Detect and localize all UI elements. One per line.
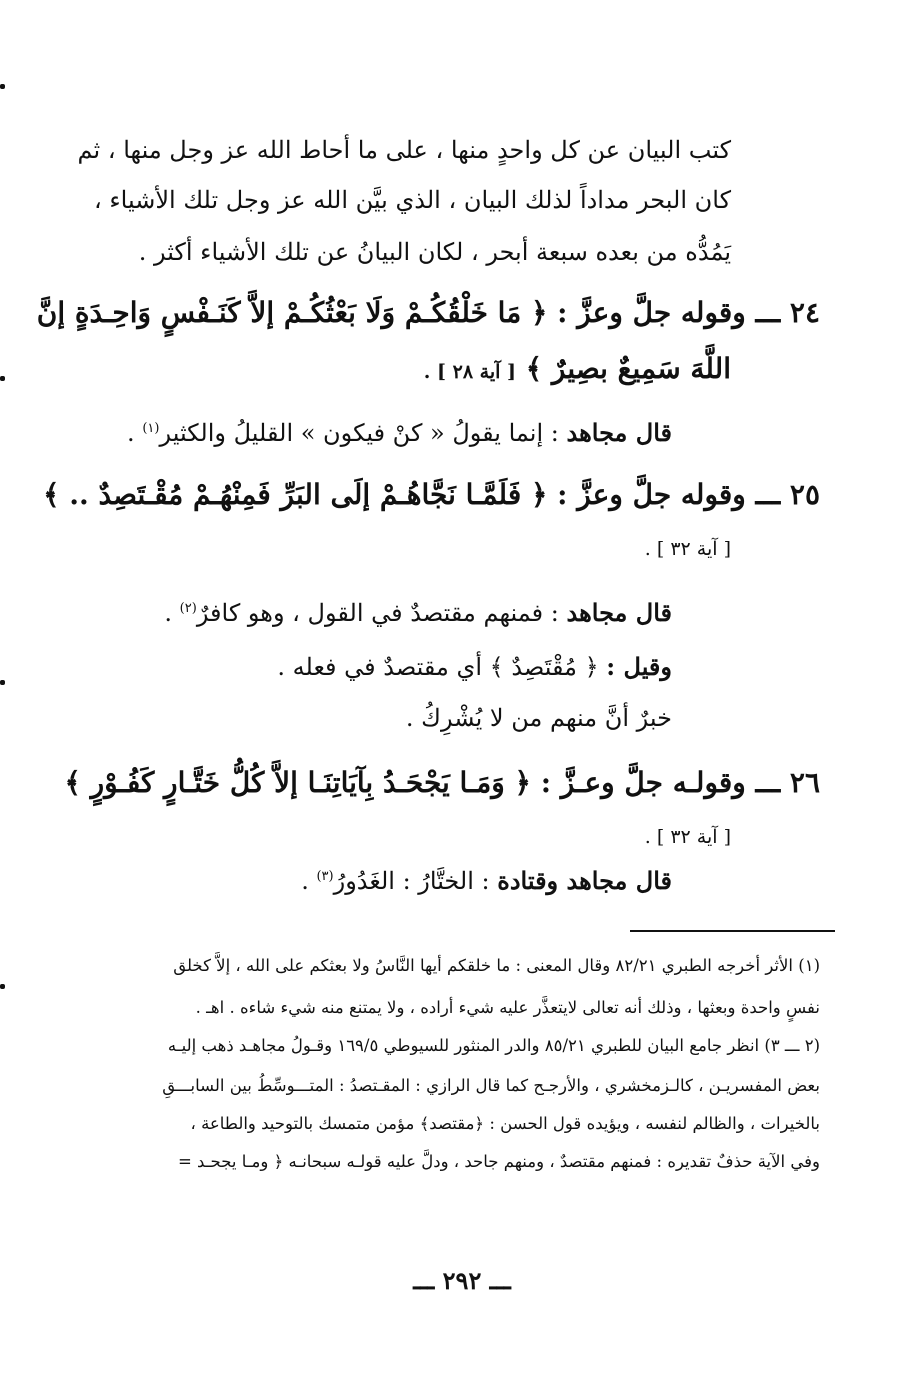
scan-mark [0,376,5,381]
entry-dash: ـــ [745,478,781,511]
entry-lead: وقوله جلَّ وعزَّ : [557,478,746,511]
entry-24-line-2 [424,352,731,385]
scan-mark [0,84,5,89]
paragraph-line: كتب البيان عن كل واحدٍ منها ، على ما أحاط الله عز وجل منها ، ثم [77,136,731,164]
ayah-reference: [ آية ٣٢ ] . [644,826,731,848]
quote-text: : الختَّارُ : الغَدُورُ [333,867,490,895]
footnote-line: بالخيرات ، والظالم لنفسه ، ويؤيده قول الحسن : ﴿مقتصد﴾ مؤمن متمسك بالتوحيد والطاعة ، [190,1114,820,1133]
quote-khabar: خبرٌ أنَّ منهم من لا يُشْرِكُ . [405,704,672,732]
page-number: ـــ ٢٩٢ ـــ [413,1266,511,1295]
entry-lead: وقوله جلَّ وعزَّ : [557,296,746,329]
speaker-name: قال مجاهد [566,418,672,447]
speaker-name: وقيل : [606,652,672,681]
entry-number: ٢٦ [789,766,820,799]
quote-text: : إنما يقولُ « كنْ فيكون » القليلُ والكثير [159,419,559,447]
scan-mark [0,984,5,989]
paragraph-line: يَمُدُّه من بعده سبعة أبحر ، لكان البيانُ عن تلك الأشياء أكثر . [138,238,731,266]
footnote-marker: (٣) [316,869,334,884]
paragraph-line: كان البحر مداداً لذلك البيان ، الذي بيَّن الله عز وجل تلك الأشياء ، [94,186,731,214]
ayah-reference: [ آية ٣٢ ] . [644,538,731,560]
footnote-line: (٢ ـــ ٣) انظر جامع البيان للطبري ٨٥/٢١ والدر المنثور للسيوطي ١٦٩/٥ وقـولُ مجاهـد ذهب إليـه [167,1036,820,1055]
entry-24-line [37,296,820,329]
entry-number: ٢٤ [789,296,820,329]
entry-25-line [43,478,820,511]
ayah-reference: [ آية ٢٨ ] . [423,361,517,383]
quote-mujahid-2: قال مجاهد : فمنهم مقتصدٌ في القول ، وهو كافرٌ$^{(٢)}$ . [164,598,672,627]
footnote-line: بعض المفسريـن ، كالـزمخشري ، والأرجـح كما قال الرازي : المقـتصدُ : المتـــوسِّطُ بين السابـــقِ [162,1076,820,1095]
quote-mujahid-1: قال مجاهد : إنما يقولُ « كنْ فيكون » القليلُ والكثير$^{(١)}$ . [127,418,672,447]
entry-lead: وقولـه جلَّ وعـزَّ : [540,766,746,799]
speaker-name: قال مجاهد [566,598,672,627]
entry-dash: ـــ [745,296,781,329]
footnote-line: وفي الآية حذفٌ تقديره : فمنهم مقتصدٌ ، ومنهم جاحد ، ودلَّ عليه قولـه سبحانـه ﴿ ومـا يجحـد = [177,1152,820,1171]
verse-text: اللَّهَ سَمِيعٌ بصِيرٌ ﴾ [525,352,731,385]
footnote-marker: (٢) [179,601,197,616]
footnote-marker: (١) [142,421,160,436]
quote-mujahid-qatada: قال مجاهد وقتادة : الختَّارُ : الغَدُورُ$^{(٣)}$ . [301,866,672,895]
quote-text: : فمنهم مقتصدٌ في القول ، وهو كافرٌ [196,599,559,627]
verse-text: ﴿ مَا خَلْقُكُـمْ وَلَا بَعْثُكُـمْ إلاَّ كَنَـفْسٍ وَاحِـدَةٍ إنَّ [36,296,548,329]
verse-text: ﴿ وَمَـا يَجْحَـدُ بِآيَاتِنَـا إلاَّ كُلُّ خَتَّـارٍ كَفُـوْرٍ ﴾ [64,766,531,799]
footnote-separator [630,930,835,932]
footnote-line: نفسٍ واحدة وبعثها ، وذلك أنه تعالى لايتعذَّر عليه شيء أراده ، ولا يمتنع منه شيء شاءه . اهـ . [195,998,820,1017]
quote-text: ﴿ مُقْتَصِدٌ ﴾ أي مقتصدٌ في فعله . [277,653,599,681]
entry-26-line [64,766,820,799]
entry-dash: ـــ [745,766,781,799]
quote-qila [277,652,672,681]
verse-text: ﴿ فَلَمَّـا نَجَّاهُـمْ إلَى البَرِّ فَمِنْهُـمْ مُقْـتَصِدٌ .. ﴾ [43,478,548,511]
speaker-name: قال مجاهد وقتادة [497,866,672,895]
entry-number: ٢٥ [789,478,820,511]
scan-mark [0,680,5,685]
footnote-line: (١) الأثر أخرجه الطبري ٨٢/٢١ وقال المعنى : ما خلقكم أيها النَّاسُ ولا بعثكم على الله ، إلاَّ كخلق [173,956,820,975]
